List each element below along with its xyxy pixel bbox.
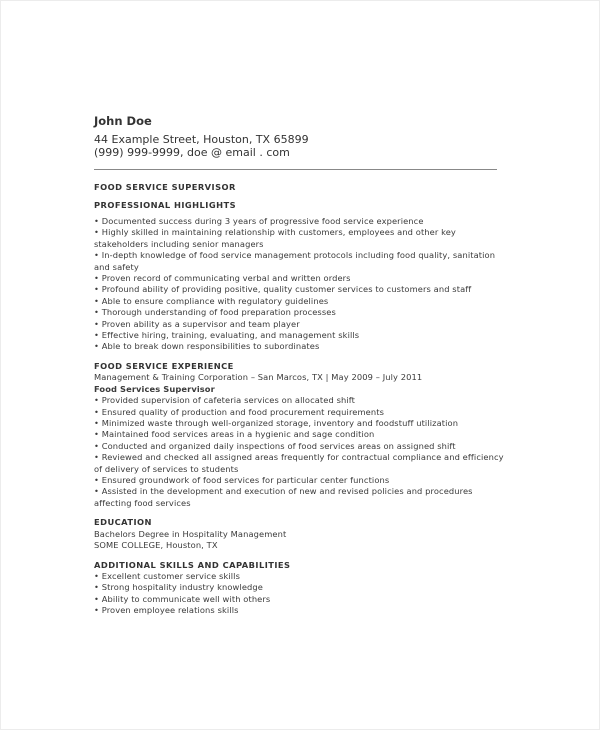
list-item: • Provided supervision of cafeteria services on allocated shift — [94, 395, 356, 406]
list-item: • Proven employee relations skills — [94, 605, 239, 616]
list-item: • In-depth knowledge of food service management protocols including food quality, sanitation and safety — [94, 250, 496, 272]
list-item: • Able to ensure compliance with regulatory guidelines — [94, 295, 329, 306]
school-line: SOME COLLEGE, Houston, TX — [94, 540, 218, 551]
list-item: • Proven ability as a supervisor and team player — [94, 318, 300, 329]
list-item: • Assisted in the development and execution of new and revised policies and procedures affecting food services — [94, 486, 473, 508]
list-item: • Documented success during 3 years of progressive food service experience — [94, 216, 424, 226]
address-line: 44 Example Street, Houston, TX 65899 — [94, 133, 309, 146]
job-title-heading: FOOD SERVICE SUPERVISOR — [94, 182, 236, 192]
list-item: • Conducted and organized daily inspections of food services areas on assigned shift — [94, 440, 456, 451]
candidate-name: John Doe — [94, 114, 152, 128]
list-item: • Effective hiring, training, evaluating, and management skills — [94, 330, 360, 341]
list-item: • Strong hospitality industry knowledge — [94, 582, 263, 593]
resume-header — [94, 114, 309, 159]
list-item: • Highly skilled in maintaining relationship with customers, employees and other key stakeholders including senior managers — [94, 227, 456, 249]
skills-heading: ADDITIONAL SKILLS AND CAPABILITIES — [94, 559, 291, 570]
experience-list — [94, 395, 504, 509]
highlights-heading: PROFESSIONAL HIGHLIGHTS — [94, 199, 237, 210]
highlights-list — [94, 216, 504, 353]
list-item: • Excellent customer service skills — [94, 571, 240, 582]
contact-block — [94, 133, 309, 159]
skills-list — [94, 571, 504, 617]
resume-body — [94, 182, 504, 617]
header-divider — [94, 169, 497, 170]
list-item: • Ability to communicate well with others — [94, 593, 271, 604]
employer-line: Management & Training Corporation – San Marcos, TX | May 2009 – July 2011 — [94, 372, 423, 383]
list-item: • Thorough understanding of food preparation processes — [94, 307, 336, 318]
list-item: • Proven record of communicating verbal and written orders — [94, 273, 351, 284]
list-item: • Ensured groundwork of food services for particular center functions — [94, 475, 390, 486]
phone-email-line: (999) 999-9999, doe @ email . com — [94, 146, 290, 159]
list-item: • Profound ability of providing positive, quality customer services to customers and staff — [94, 284, 472, 295]
degree-line: Bachelors Degree in Hospitality Management — [94, 528, 287, 539]
list-item: • Reviewed and checked all assigned areas frequently for contractual compliance and efficiency of delivery of services to students — [94, 452, 504, 474]
list-item: • Ensured quality of production and food procurement requirements — [94, 406, 384, 417]
list-item: • Able to break down responsibilities to subordinates — [94, 341, 320, 352]
list-item: • Minimized waste through well-organized storage, inventory and foodstuff utilization — [94, 418, 459, 428]
role-title: Food Services Supervisor — [94, 383, 215, 394]
experience-heading: FOOD SERVICE EXPERIENCE — [94, 360, 234, 371]
list-item: • Maintained food services areas in a hygienic and sage condition — [94, 429, 375, 440]
education-heading: EDUCATION — [94, 517, 152, 528]
